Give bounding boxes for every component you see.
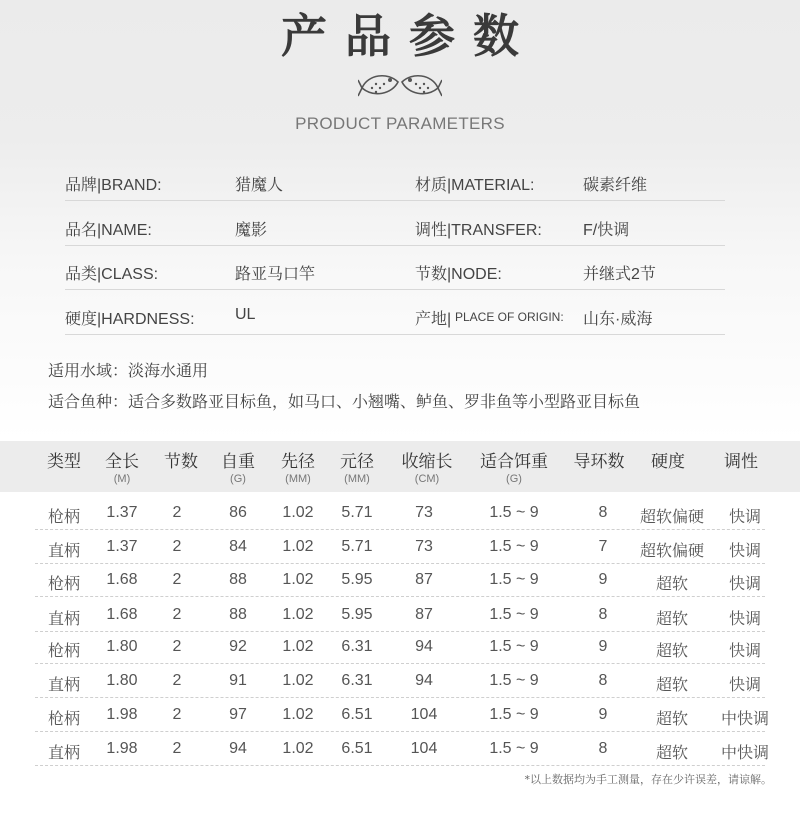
table-cell: 104 [410,740,438,757]
table-cell: 86 [229,504,247,521]
table-cell: 94 [415,638,433,655]
table-cell: 1.5 ~ 9 [489,571,539,588]
param-value: UL [235,306,256,323]
table-cell: 1.37 [106,538,138,555]
table-row [35,530,765,564]
table-cell: 1.02 [282,571,314,588]
table-cell: 超软 [655,677,688,694]
table-cell: 87 [415,571,433,588]
table-cell: 1.02 [282,672,314,689]
table-cell: 1.02 [282,606,314,623]
table-cell: 1.5 ~ 9 [489,672,539,689]
table-cell: 9 [598,706,608,723]
table-cell: 超软 [655,745,688,762]
table-cell: 1.37 [106,504,138,521]
table-cell: 6.31 [341,638,373,655]
table-cell: 1.5 ~ 9 [489,638,539,655]
table-cell: 2 [172,538,182,555]
table-cell: 94 [229,740,247,757]
table-cell: 84 [229,538,247,555]
table-cell: 中快调 [720,745,769,762]
table-cell: 8 [598,740,608,757]
table-cell: 快调 [728,643,761,660]
column-header: 元径 (MM) [340,452,374,485]
table-row [35,664,765,698]
table-cell: 6.31 [341,672,373,689]
table-cell: 枪柄 [47,576,80,593]
param-value: 山东·威海 [583,311,653,328]
table-cell: 直柄 [47,745,80,762]
param-label: 节数|NODE: [415,266,502,283]
column-header: 节数 [164,452,198,472]
table-cell: 104 [410,706,438,723]
column-header: 适合饵重 (G) [480,452,548,485]
table-cell: 枪柄 [47,509,80,526]
table-cell: 7 [598,538,608,555]
table-cell: 快调 [728,543,761,560]
param-label: 调性|TRANSFER: [415,222,542,239]
table-cell: 快调 [728,611,761,628]
water-note: 适用水域：淡海水通用 [48,363,209,380]
table-cell: 超软 [655,711,688,728]
table-cell: 中快调 [720,711,769,728]
table-cell: 超软偏硬 [639,543,704,560]
table-cell: 超软 [655,576,688,593]
table-cell: 直柄 [47,677,80,694]
table-cell: 88 [229,571,247,588]
table-cell: 1.02 [282,740,314,757]
table-cell: 9 [598,638,608,655]
table-cell: 88 [229,606,247,623]
table-cell: 2 [172,672,182,689]
table-cell: 1.02 [282,638,314,655]
twin-fish-icon [358,66,442,102]
table-cell: 2 [172,504,182,521]
table-cell: 枪柄 [47,711,80,728]
param-label: 硬度|HARDNESS: [65,311,195,328]
table-cell: 1.68 [106,571,138,588]
table-cell: 5.95 [341,571,373,588]
table-row [35,732,769,766]
table-cell: 5.71 [341,538,373,555]
table-cell: 73 [415,538,433,555]
column-header: 类型 [47,452,81,472]
column-header: 全长 (M) [105,452,139,485]
param-row [65,255,725,290]
table-cell: 1.5 ~ 9 [489,504,539,521]
table-cell: 快调 [728,576,761,593]
column-header: 调性 [724,452,758,472]
table-cell: 9 [598,571,608,588]
table-cell: 超软 [655,643,688,660]
param-label: 品类|CLASS: [65,266,159,283]
param-value: F/快调 [583,222,630,239]
table-cell: 1.5 ~ 9 [489,538,539,555]
param-value: 魔影 [235,222,268,239]
table-cell: 97 [229,706,247,723]
table-cell: 92 [229,638,247,655]
table-row [35,630,765,664]
fish-note: 适合鱼种：适合多数路亚目标鱼，如马口、小翘嘴、鲈鱼、罗非鱼等小型路亚目标鱼 [48,394,641,411]
param-label-small: PLACE OF ORIGIN: [455,310,564,324]
param-row [65,300,725,335]
column-header: 硬度 [651,452,685,472]
table-cell: 2 [172,706,182,723]
column-header: 先径 (MM) [281,452,315,485]
table-row [35,563,765,597]
table-header [0,441,800,492]
table-cell: 1.02 [282,538,314,555]
table-cell: 1.80 [106,672,138,689]
table-cell: 2 [172,638,182,655]
param-value: 路亚马口竿 [235,266,316,283]
column-header: 收缩长 (CM) [401,452,453,485]
table-cell: 1.68 [106,606,138,623]
table-cell: 87 [415,606,433,623]
table-cell: 1.5 ~ 9 [489,740,539,757]
param-value: 并继式2节 [583,266,656,283]
table-cell: 快调 [728,509,761,526]
table-cell: 1.98 [106,740,138,757]
table-cell: 91 [229,672,247,689]
param-row [65,166,725,201]
table-cell: 5.71 [341,504,373,521]
table-cell: 直柄 [47,543,80,560]
table-cell: 1.02 [282,504,314,521]
table-cell: 6.51 [341,740,373,757]
table-cell: 2 [172,571,182,588]
table-cell: 枪柄 [47,643,80,660]
table-cell: 快调 [728,677,761,694]
page-title: 产品参数 [281,9,537,63]
table-cell: 1.02 [282,706,314,723]
table-cell: 1.80 [106,638,138,655]
param-label: 品名|NAME: [65,222,152,239]
table-cell: 2 [172,606,182,623]
table-cell: 94 [415,672,433,689]
table-cell: 1.5 ~ 9 [489,706,539,723]
table-row [35,598,765,632]
table-cell: 8 [598,672,608,689]
column-header: 导环数 [573,452,625,472]
column-header: 自重 (G) [221,452,255,485]
param-label: 材质|MATERIAL: [415,177,535,194]
param-value: 碳素纤维 [583,177,648,194]
table-row [35,496,765,530]
table-cell: 8 [598,606,608,623]
table-cell: 8 [598,504,608,521]
table-cell: 1.98 [106,706,138,723]
table-cell: 超软 [655,611,688,628]
table-cell: 1.5 ~ 9 [489,606,539,623]
table-cell: 直柄 [47,611,80,628]
param-row [65,211,725,246]
table-cell: 5.95 [341,606,373,623]
param-label: 品牌|BRAND: [65,177,162,194]
page-subtitle: PRODUCT PARAMETERS [295,114,505,133]
param-label: 产地| [415,311,452,328]
table-row [35,698,769,732]
table-cell: 超软偏硬 [639,509,704,526]
param-value: 猎魔人 [235,177,284,194]
footnote: *以上数据均为手工测量，存在少许误差，请谅解。 [524,773,772,786]
table-cell: 73 [415,504,433,521]
table-cell: 6.51 [341,706,373,723]
table-cell: 2 [172,740,182,757]
